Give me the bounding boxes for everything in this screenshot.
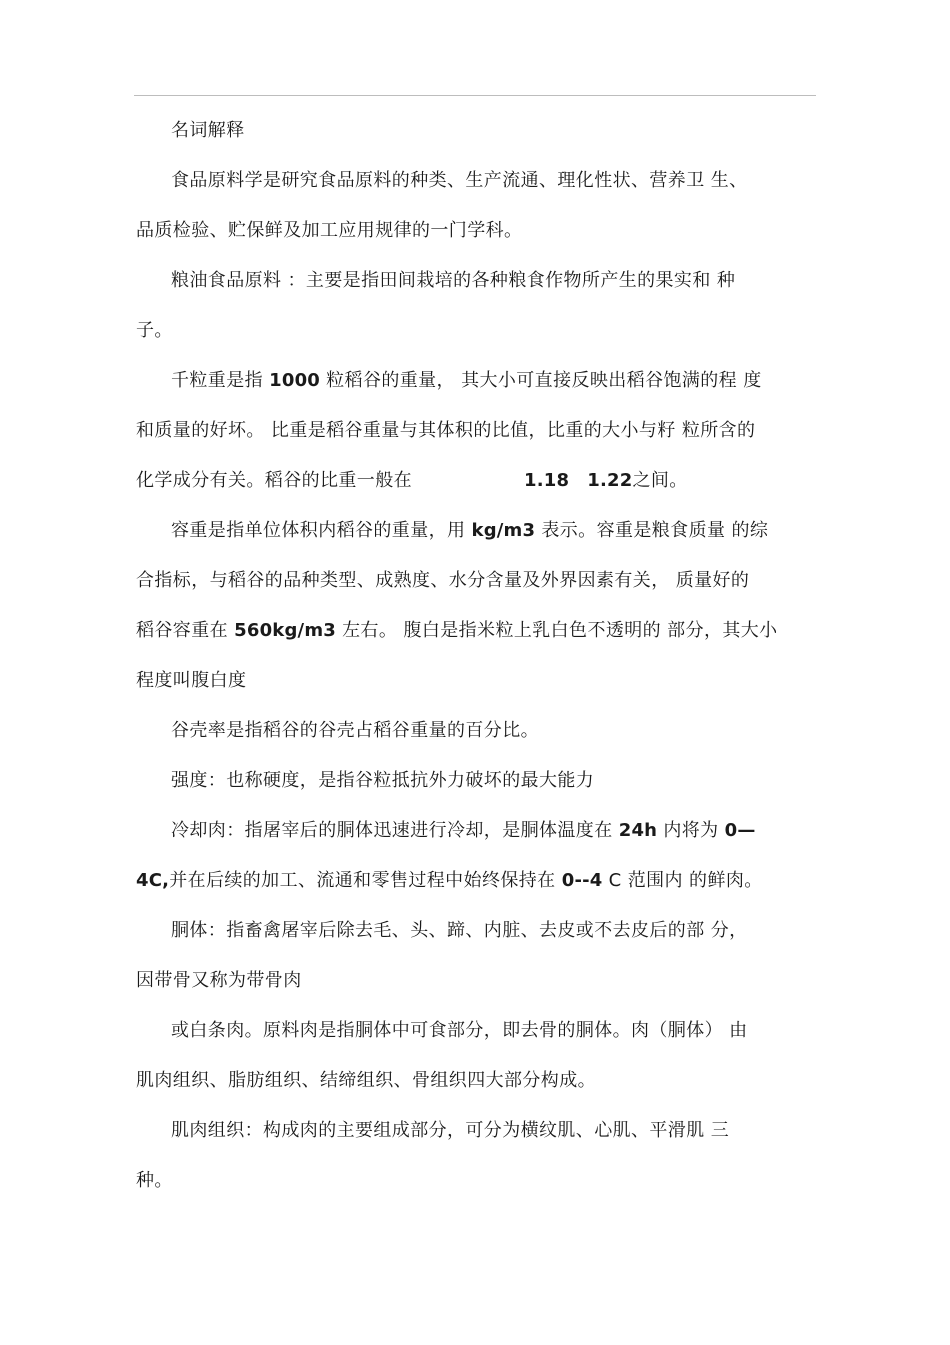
paragraph-line [136, 856, 816, 906]
section-heading: 名词解释 [171, 120, 245, 141]
paragraph-line: 食品原料学是研究食品原料的种类、生产流通、理化性状、营养卫 生、 [171, 170, 748, 191]
paragraph-carcass [136, 906, 816, 1006]
text-run: 化学成分有关。稻谷的比重一般在 [136, 470, 412, 491]
paragraph-line: 品质检验、贮保鲜及加工应用规律的一门学科。 [136, 220, 523, 241]
paragraph-grain-oil-material [136, 256, 816, 356]
paragraph-bulk-density [136, 506, 816, 706]
text-run: 冷却肉：指屠宰后的胴体迅速进行冷却，是胴体温度在 [171, 820, 619, 841]
text-run: C 范围内 的鲜肉。 [602, 870, 763, 891]
paragraph-line [136, 356, 816, 406]
paragraph-line: 粮油食品原料 ：主要是指田间栽培的各种粮食作物所产生的果实和 种 [171, 270, 736, 291]
number-run: 4C, [136, 870, 170, 891]
number-run: 1.22 [587, 470, 633, 491]
number-run: 1000 [269, 370, 321, 391]
number-run: 24h [618, 820, 658, 841]
text-run: 之间。 [632, 470, 688, 491]
text-run: 并在后续的加工、流通和零售过程中始终保持在 [169, 870, 562, 891]
text-run: 稻谷容重在 [136, 620, 235, 641]
number-run: 0--4 [561, 870, 603, 891]
paragraph-chilled-meat [136, 806, 816, 906]
unit-run: kg/m3 [471, 520, 536, 541]
text-run: 容重是指单位体积内稻谷的重量，用 [171, 520, 472, 541]
paragraph-line: 种。 [136, 1170, 173, 1191]
paragraph-husk-ratio: 谷壳率是指稻谷的谷壳占稻谷重量的百分比。 [171, 720, 539, 741]
number-run: 560kg/m3 [234, 620, 337, 641]
number-run: 0— [724, 820, 756, 841]
text-run: 粒稻谷的重量， 其大小可直接反映出稻谷饱满的程 度 [320, 370, 762, 391]
paragraph-line: 肌肉组织、脂肪组织、结缔组织、骨组织四大部分构成。 [136, 1070, 596, 1091]
paragraph-line: 合指标，与稻谷的品种类型、成熟度、水分含量及外界因素有关， 质量好的 [136, 570, 750, 591]
paragraph-muscle-tissue [136, 1106, 816, 1206]
header-rule [134, 95, 816, 96]
paragraph-line: 子。 [136, 320, 173, 341]
paragraph-food-raw-material-science [136, 156, 816, 256]
paragraph-line: 胴体：指畜禽屠宰后除去毛、头、蹄、内脏、去皮或不去皮后的部 分， [171, 920, 748, 941]
paragraph-line: 和质量的好坏。 比重是稻谷重量与其体积的比值，比重的大小与籽 粒所含的 [136, 420, 756, 441]
text-run: 千粒重是指 [171, 370, 270, 391]
text-run: 左右。 腹白是指米粒上乳白色不透明的 部分，其大小 [336, 620, 778, 641]
paragraph-line [136, 606, 816, 656]
text-run: 内将为 [657, 820, 725, 841]
paragraph-white-carcass [136, 1006, 816, 1106]
paragraph-line [136, 506, 816, 556]
paragraph-line: 或白条肉。原料肉是指胴体中可食部分，即去骨的胴体。肉（胴体） 由 [171, 1020, 748, 1041]
paragraph-line: 肌肉组织：构成肉的主要组成部分，可分为横纹肌、心肌、平滑肌 三 [171, 1120, 730, 1141]
paragraph-strength: 强度：也称硬度，是指谷粒抵抗外力破坏的最大能力 [171, 770, 595, 791]
number-run: 1.18 [524, 470, 570, 491]
document-body [136, 106, 816, 1206]
paragraph-line [136, 456, 816, 506]
paragraph-line: 程度叫腹白度 [136, 670, 247, 691]
paragraph-thousand-grain-weight [136, 356, 816, 506]
paragraph-line [136, 806, 816, 856]
text-run: 表示。容重是粮食质量 的综 [535, 520, 769, 541]
paragraph-line: 因带骨又称为带骨肉 [136, 970, 302, 991]
